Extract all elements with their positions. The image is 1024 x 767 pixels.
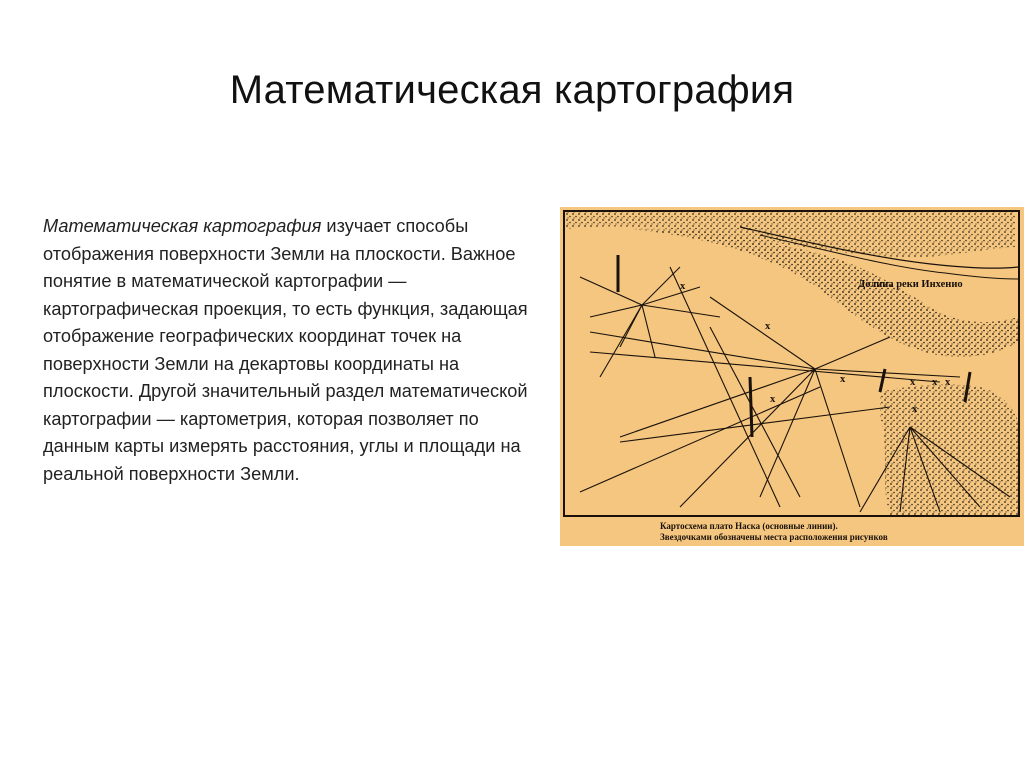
figure-caption-line-2: Звездочками обозначены места расположения рисунков <box>660 532 888 542</box>
svg-text:x: x <box>770 394 776 405</box>
svg-text:x: x <box>910 377 916 388</box>
paragraph-lead-term: Математическая картография <box>43 216 322 236</box>
body-paragraph <box>43 213 548 488</box>
paragraph-text: изучает способы отображения поверхности Земли на плоскости. Важное понятие в математической картографии — картографическая проекция, то есть функция, задающая отображение географических координат точек на поверхности Земли на декартовы координаты на плоскости. Другой значительный раздел математической картографии — картометрия, которая позволяет по данным карты измерять расстояния, углы и площади на реальной поверхности Земли. <box>43 216 528 484</box>
svg-text:x: x <box>840 374 846 385</box>
svg-text:x: x <box>932 377 938 388</box>
nazca-map-illustration <box>560 207 1024 546</box>
svg-text:x: x <box>680 281 686 292</box>
svg-text:x: x <box>912 404 918 415</box>
svg-text:x: x <box>765 321 771 332</box>
slide-title: Математическая картография <box>229 68 795 112</box>
map-valley-label: Долина реки Инхенио <box>858 279 963 290</box>
figure-caption-line-1: Картосхема плато Наска (основные линии). <box>660 521 838 531</box>
lower-right-terrain <box>880 385 1018 515</box>
svg-text:x: x <box>945 377 951 388</box>
nazca-map-figure <box>560 207 1024 546</box>
